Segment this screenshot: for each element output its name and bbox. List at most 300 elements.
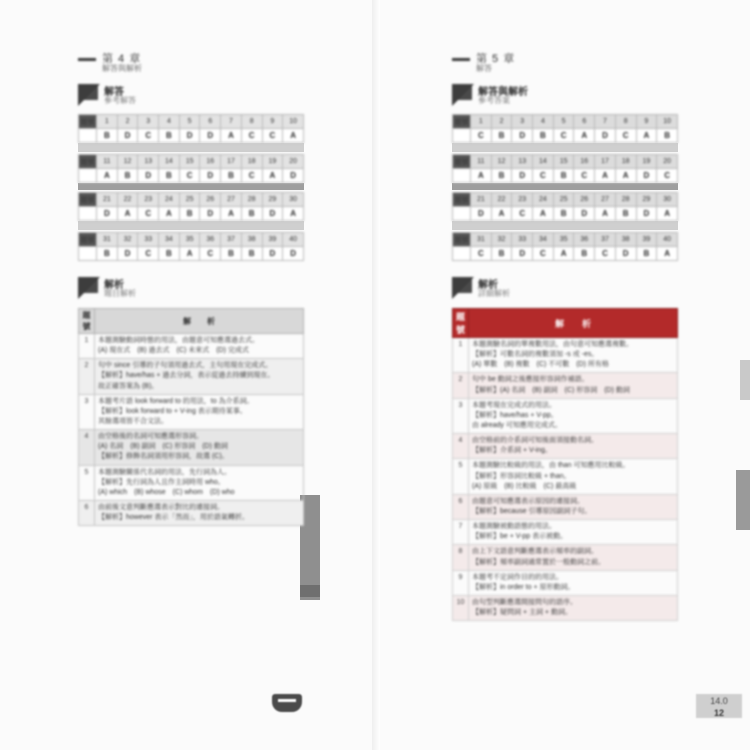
grid-separator-band xyxy=(452,143,678,152)
explanation-line: 【解析】形容詞比較級 + than。 xyxy=(472,472,571,480)
row-label-answer: 答 xyxy=(453,207,471,221)
row-explanation xyxy=(469,520,678,545)
grid-number: 23 xyxy=(138,193,159,207)
page-label-top: 14.0 xyxy=(710,696,728,706)
grid-number: 2 xyxy=(117,115,138,129)
grid-number: 20 xyxy=(283,155,304,169)
grid-answer: A xyxy=(491,207,512,221)
grid-answer: C xyxy=(574,169,595,183)
left-answer-grid-block-2 xyxy=(78,154,304,183)
grid-answer: D xyxy=(117,247,138,261)
grid-answer: A xyxy=(262,169,283,183)
explanation-line: 由前後文意判斷應選表示對比的連接詞。 xyxy=(98,503,224,511)
grid-number: 19 xyxy=(262,155,283,169)
grid-number: 21 xyxy=(471,193,492,207)
grid-answer: C xyxy=(262,129,283,143)
row-no: 7 xyxy=(453,520,469,545)
grid-answer: D xyxy=(200,129,221,143)
grid-answer: B xyxy=(117,169,138,183)
grid-answer: A xyxy=(159,207,180,221)
explanation-line: (A) 單數 (B) 複數 (C) 不可數 (D) 所有格 xyxy=(472,361,609,369)
row-label-answer: 答 xyxy=(79,207,97,221)
row-no: 6 xyxy=(79,500,95,525)
explanation-line: 由空格後的名詞可知應選形容詞。 xyxy=(98,433,203,441)
row-explanation xyxy=(469,434,678,459)
grid-number: 20 xyxy=(657,155,678,169)
grid-answer: D xyxy=(179,129,200,143)
flag-triangle-icon xyxy=(78,277,100,299)
row-explanation xyxy=(469,398,678,433)
grid-answer: C xyxy=(138,129,159,143)
grid-answer: A xyxy=(471,169,492,183)
grid-number: 18 xyxy=(241,155,262,169)
right-header-title: 第 5 章 xyxy=(476,53,516,65)
right-answer-grid-block-4 xyxy=(452,232,678,261)
col-header-no: 題號 xyxy=(79,309,95,334)
grid-number: 17 xyxy=(595,155,616,169)
grid-answer: B xyxy=(159,247,180,261)
explanation-line: 【解析】疑問詞 + 主詞 + 動詞。 xyxy=(472,609,572,617)
explanation-line: 【解析】可數名詞的複數須加 -s 或 -es。 xyxy=(472,351,599,359)
row-explanation xyxy=(469,494,678,519)
row-label: 題號 xyxy=(453,233,471,247)
grid-answer: C xyxy=(471,247,492,261)
grid-number: 1 xyxy=(97,115,118,129)
grid-answer: B xyxy=(491,169,512,183)
grid-number: 26 xyxy=(574,193,595,207)
left-answer-banner-title: 解答 xyxy=(104,87,124,98)
grid-number: 29 xyxy=(262,193,283,207)
table-row xyxy=(453,434,678,459)
grid-number: 14 xyxy=(159,155,180,169)
grid-number: 34 xyxy=(533,233,554,247)
grid-number: 14 xyxy=(533,155,554,169)
right-explanation-table xyxy=(452,308,678,621)
grid-answer: D xyxy=(262,247,283,261)
grid-answer: D xyxy=(262,207,283,221)
grid-answer: C xyxy=(241,169,262,183)
explanation-line: 【解析】先行詞為人且作主詞時用 who。 xyxy=(98,478,225,486)
grid-answer: A xyxy=(636,129,657,143)
grid-number: 11 xyxy=(97,155,118,169)
table-row xyxy=(79,500,304,525)
grid-answer: A xyxy=(574,129,595,143)
row-explanation xyxy=(95,394,304,429)
grid-answer: A xyxy=(657,247,678,261)
explanation-line: 【解析】look forward to + V-ing 表示期待某事。 xyxy=(98,407,247,415)
grid-number: 7 xyxy=(595,115,616,129)
table-row xyxy=(79,394,304,429)
grid-answer: C xyxy=(138,207,159,221)
grid-answer: D xyxy=(636,169,657,183)
table-row xyxy=(453,494,678,519)
explanation-line: 本題測驗動詞時態的用法，由題意可知應選過去式。 xyxy=(98,337,259,344)
grid-number: 35 xyxy=(179,233,200,247)
row-explanation xyxy=(95,359,304,394)
left-header-subtitle: 解答與解析 xyxy=(102,64,142,73)
grid-number: 1 xyxy=(471,115,492,129)
grid-number: 35 xyxy=(553,233,574,247)
left-answer-grid-block-4 xyxy=(78,232,304,261)
grid-number: 25 xyxy=(553,193,574,207)
grid-answer: B xyxy=(97,247,118,261)
grid-number: 5 xyxy=(553,115,574,129)
col-header-no: 題號 xyxy=(453,309,469,338)
explanation-line: 故正確答案為 (B)。 xyxy=(98,382,159,390)
explanation-line: 由空格前的介系詞可知後面須接動名詞。 xyxy=(472,437,598,445)
explanation-line: 【解析】in order to + 原形動詞。 xyxy=(472,583,575,591)
grid-answer: B xyxy=(221,169,242,183)
grid-answer: C xyxy=(241,129,262,143)
grid-answer: D xyxy=(636,207,657,221)
grid-answer: B xyxy=(491,129,512,143)
grid-answer: D xyxy=(283,169,304,183)
grid-number: 38 xyxy=(615,233,636,247)
row-explanation xyxy=(469,459,678,494)
grid-answer: B xyxy=(241,207,262,221)
grid-number: 39 xyxy=(262,233,283,247)
row-label-answer: 答 xyxy=(79,169,97,183)
row-no: 3 xyxy=(79,394,95,429)
row-no: 3 xyxy=(453,398,469,433)
grid-number: 10 xyxy=(283,115,304,129)
grid-number: 11 xyxy=(471,155,492,169)
page-gutter-shadow-bottom xyxy=(300,585,320,597)
explanation-line: 本題測驗關係代名詞的用法，先行詞為人。 xyxy=(98,468,231,476)
explanation-line: 【解析】have/has + V-pp。 xyxy=(472,411,558,419)
grid-answer: A xyxy=(283,207,304,221)
right-explain-banner xyxy=(452,275,678,305)
grid-number: 27 xyxy=(221,193,242,207)
table-row xyxy=(453,459,678,494)
grid-answer: C xyxy=(615,129,636,143)
row-explanation xyxy=(469,570,678,595)
grid-number: 13 xyxy=(138,155,159,169)
grid-number: 9 xyxy=(636,115,657,129)
row-no: 6 xyxy=(453,494,469,519)
grid-number: 40 xyxy=(657,233,678,247)
row-no: 1 xyxy=(453,338,469,373)
grid-number: 3 xyxy=(138,115,159,129)
explanation-line: 由題意可知應選表示原因的連接詞。 xyxy=(472,497,584,505)
row-no: 2 xyxy=(79,359,95,394)
row-label-answer: 答 xyxy=(453,129,471,143)
row-label-answer: 答 xyxy=(453,169,471,183)
explanation-line: (A) 現在式 (B) 過去式 (C) 未來式 (D) 完成式 xyxy=(98,347,249,355)
grid-number: 36 xyxy=(574,233,595,247)
right-answer-banner xyxy=(452,82,678,112)
row-explanation xyxy=(95,465,304,500)
right-answer-grid-block-3 xyxy=(452,192,678,221)
explanation-line: 句中 be 動詞之後應接形容詞作補語。 xyxy=(472,376,589,384)
grid-number: 30 xyxy=(657,193,678,207)
table-row xyxy=(79,359,304,394)
left-answer-banner-subtitle: 參考解答 xyxy=(104,96,136,105)
grid-answer: B xyxy=(97,129,118,143)
explanation-line: (A) 原級 (B) 比較級 (C) 最高級 xyxy=(472,482,577,490)
row-label: 題號 xyxy=(453,115,471,129)
chapter-thumb-tab[interactable] xyxy=(736,470,750,530)
grid-number: 39 xyxy=(636,233,657,247)
grid-number: 33 xyxy=(138,233,159,247)
flag-triangle-icon xyxy=(452,84,474,106)
grid-answer: C xyxy=(138,247,159,261)
table-row xyxy=(453,570,678,595)
grid-answer: D xyxy=(200,169,221,183)
table-row xyxy=(79,430,304,465)
explanation-line: 【解析】have/has + 過去分詞，表示從過去持續到現在。 xyxy=(98,372,275,380)
grid-number: 10 xyxy=(657,115,678,129)
grid-number: 15 xyxy=(553,155,574,169)
right-page-column xyxy=(452,52,678,621)
grid-answer: D xyxy=(283,247,304,261)
grid-number: 3 xyxy=(512,115,533,129)
grid-answer: A xyxy=(615,169,636,183)
grid-separator-band xyxy=(452,183,678,190)
grid-answer: A xyxy=(117,207,138,221)
explanation-line: 【解析】(A) 名詞 (B) 副詞 (C) 形容詞 (D) 動詞 xyxy=(472,386,630,394)
table-row xyxy=(453,520,678,545)
grid-number: 23 xyxy=(512,193,533,207)
left-answer-banner xyxy=(78,82,304,112)
grid-answer: A xyxy=(595,207,616,221)
page-number-box xyxy=(696,694,742,718)
grid-answer: D xyxy=(615,247,636,261)
left-page-column xyxy=(78,52,304,526)
col-header-explanation: 解 析 xyxy=(469,309,678,338)
grid-number: 7 xyxy=(221,115,242,129)
explanation-line: 由上下文語意判斷應選表示頻率的副詞。 xyxy=(472,548,598,556)
flag-triangle-icon xyxy=(452,277,474,299)
grid-answer: B xyxy=(574,247,595,261)
table-row xyxy=(79,465,304,500)
header-rule-icon xyxy=(452,58,470,61)
grid-number: 32 xyxy=(117,233,138,247)
grid-answer: C xyxy=(533,247,554,261)
grid-number: 8 xyxy=(241,115,262,129)
grid-answer: B xyxy=(657,129,678,143)
grid-number: 13 xyxy=(512,155,533,169)
row-label-answer: 答 xyxy=(79,129,97,143)
grid-number: 28 xyxy=(241,193,262,207)
explanation-line: 本題測驗被動語態的用法。 xyxy=(472,523,556,531)
grid-answer: D xyxy=(595,129,616,143)
explanation-line: 【解析】be + V-pp 表示被動。 xyxy=(472,533,568,541)
right-answer-banner-title: 解答與解析 xyxy=(478,87,528,98)
grid-number: 6 xyxy=(574,115,595,129)
grid-answer: D xyxy=(512,247,533,261)
grid-separator-band xyxy=(78,183,304,190)
grid-answer: A xyxy=(221,207,242,221)
grid-answer: D xyxy=(471,207,492,221)
grid-number: 38 xyxy=(241,233,262,247)
grid-answer: C xyxy=(533,169,554,183)
chapter-thumb-tab-secondary[interactable] xyxy=(740,360,750,400)
grid-answer: D xyxy=(512,169,533,183)
grid-answer: B xyxy=(615,207,636,221)
grid-answer: A xyxy=(533,207,554,221)
page-number: 12 xyxy=(713,708,724,718)
grid-number: 22 xyxy=(117,193,138,207)
row-no: 4 xyxy=(453,434,469,459)
left-answer-grid-block-1 xyxy=(78,114,304,143)
explanation-line: 本題考片語 look forward to 的用法，to 為介系詞。 xyxy=(98,397,254,405)
col-header-explanation: 解 析 xyxy=(95,309,304,334)
explanation-line: (A) 名詞 (B) 副詞 (C) 形容詞 (D) 動詞 xyxy=(98,443,228,451)
row-explanation xyxy=(95,500,304,525)
grid-answer: B xyxy=(179,207,200,221)
grid-number: 25 xyxy=(179,193,200,207)
grid-answer: B xyxy=(636,247,657,261)
grid-answer: B xyxy=(553,207,574,221)
grid-number: 24 xyxy=(159,193,180,207)
right-answer-grid-block-1 xyxy=(452,114,678,143)
explanation-line: 【解析】because 引導原因副詞子句。 xyxy=(472,507,592,515)
row-explanation xyxy=(95,334,304,359)
grid-answer: C xyxy=(179,169,200,183)
grid-number: 37 xyxy=(221,233,242,247)
row-explanation xyxy=(469,338,678,373)
grid-answer: C xyxy=(512,207,533,221)
table-row xyxy=(453,338,678,373)
row-no: 5 xyxy=(79,465,95,500)
row-no: 9 xyxy=(453,570,469,595)
grid-answer: D xyxy=(117,129,138,143)
grid-number: 16 xyxy=(200,155,221,169)
page-seam xyxy=(372,0,380,750)
explanation-line: 【解析】頻率副詞通常置於一般動詞之前。 xyxy=(472,558,605,566)
grid-number: 33 xyxy=(512,233,533,247)
grid-number: 30 xyxy=(283,193,304,207)
explanation-line: 【解析】介系詞 + V-ing。 xyxy=(472,447,552,455)
grid-answer: D xyxy=(138,169,159,183)
left-explanation-table xyxy=(78,308,304,526)
explanation-line: 本題測驗名詞的單複數用法，由句意可知應選複數。 xyxy=(472,341,633,348)
row-no: 4 xyxy=(79,430,95,465)
table-row xyxy=(453,545,678,570)
grid-number: 22 xyxy=(491,193,512,207)
row-label-answer: 答 xyxy=(453,247,471,261)
row-explanation xyxy=(469,373,678,398)
grid-number: 29 xyxy=(636,193,657,207)
table-row xyxy=(453,373,678,398)
left-answer-grid-block-3 xyxy=(78,192,304,221)
grid-number: 31 xyxy=(97,233,118,247)
row-label: 題號 xyxy=(79,233,97,247)
row-explanation xyxy=(469,545,678,570)
table-header-row xyxy=(453,309,678,338)
grid-number: 26 xyxy=(200,193,221,207)
grid-answer: D xyxy=(97,207,118,221)
grid-separator-band xyxy=(452,221,678,230)
grid-answer: A xyxy=(179,247,200,261)
row-label: 題號 xyxy=(79,155,97,169)
grid-number: 37 xyxy=(595,233,616,247)
grid-answer: B xyxy=(491,247,512,261)
right-page-header xyxy=(452,52,678,78)
grid-number: 40 xyxy=(283,233,304,247)
grid-number: 4 xyxy=(533,115,554,129)
explanation-line: 由句型判斷應選間接問句的語序。 xyxy=(472,598,577,606)
left-explain-banner-subtitle: 題目解析 xyxy=(104,289,136,298)
grid-number: 27 xyxy=(595,193,616,207)
grid-answer: A xyxy=(657,207,678,221)
row-no: 1 xyxy=(79,334,95,359)
grid-number: 34 xyxy=(159,233,180,247)
grid-answer: C xyxy=(657,169,678,183)
grid-answer: A xyxy=(221,129,242,143)
right-explain-banner-subtitle: 詳細解析 xyxy=(478,289,510,298)
table-row xyxy=(453,595,678,620)
row-label: 題號 xyxy=(453,155,471,169)
grid-number: 18 xyxy=(615,155,636,169)
row-explanation xyxy=(469,595,678,620)
grid-number: 24 xyxy=(533,193,554,207)
grid-number: 4 xyxy=(159,115,180,129)
row-no: 10 xyxy=(453,595,469,620)
grid-number: 12 xyxy=(491,155,512,169)
grid-answer: D xyxy=(512,129,533,143)
grid-answer: A xyxy=(97,169,118,183)
grid-answer: B xyxy=(159,129,180,143)
explanation-line: 句中 since 引導的子句須用過去式，主句用現在完成式。 xyxy=(98,362,273,370)
header-rule-icon xyxy=(78,58,96,61)
grid-answer: C xyxy=(471,129,492,143)
explanation-line: (A) which (B) whose (C) whom (D) who xyxy=(98,488,235,496)
row-explanation xyxy=(95,430,304,465)
grid-number: 8 xyxy=(615,115,636,129)
explanation-line: 本題考不定詞作目的的用法。 xyxy=(472,573,563,581)
explanation-line: 本題考現在完成式的用法。 xyxy=(472,401,556,409)
grid-separator-band xyxy=(78,143,304,152)
grid-number: 19 xyxy=(636,155,657,169)
grid-number: 32 xyxy=(491,233,512,247)
explanation-line: 【解析】however 表示「然而」，用於語氣轉折。 xyxy=(98,514,249,522)
grid-answer: B xyxy=(533,129,554,143)
grid-answer: A xyxy=(553,247,574,261)
grid-number: 5 xyxy=(179,115,200,129)
grid-answer: C xyxy=(595,247,616,261)
grid-number: 2 xyxy=(491,115,512,129)
explanation-line: 本題測驗比較級的用法，由 than 可知應用比較級。 xyxy=(472,462,630,470)
grid-answer: B xyxy=(241,247,262,261)
right-answer-banner-subtitle: 參考答案 xyxy=(478,96,510,105)
left-explain-banner xyxy=(78,275,304,305)
right-header-subtitle: 解答 xyxy=(476,64,492,73)
grid-number: 28 xyxy=(615,193,636,207)
grid-answer: B xyxy=(159,169,180,183)
grid-number: 6 xyxy=(200,115,221,129)
explanation-line: 由 already 可知應用完成式。 xyxy=(472,421,562,429)
left-header-title: 第 4 章 xyxy=(102,53,142,65)
grid-answer: B xyxy=(553,169,574,183)
row-label: 題號 xyxy=(79,115,97,129)
grid-number: 36 xyxy=(200,233,221,247)
grid-number: 31 xyxy=(471,233,492,247)
grid-number: 21 xyxy=(97,193,118,207)
grid-answer: B xyxy=(221,247,242,261)
grid-answer: D xyxy=(200,207,221,221)
grid-number: 15 xyxy=(179,155,200,169)
grid-number: 16 xyxy=(574,155,595,169)
left-page-header xyxy=(78,52,304,78)
explanation-line: 其餘選項皆不合文法。 xyxy=(98,417,168,425)
right-explain-banner-title: 解析 xyxy=(478,280,498,291)
row-no: 2 xyxy=(453,373,469,398)
grid-separator-band xyxy=(78,221,304,230)
table-row xyxy=(453,398,678,433)
row-label-answer: 答 xyxy=(79,247,97,261)
